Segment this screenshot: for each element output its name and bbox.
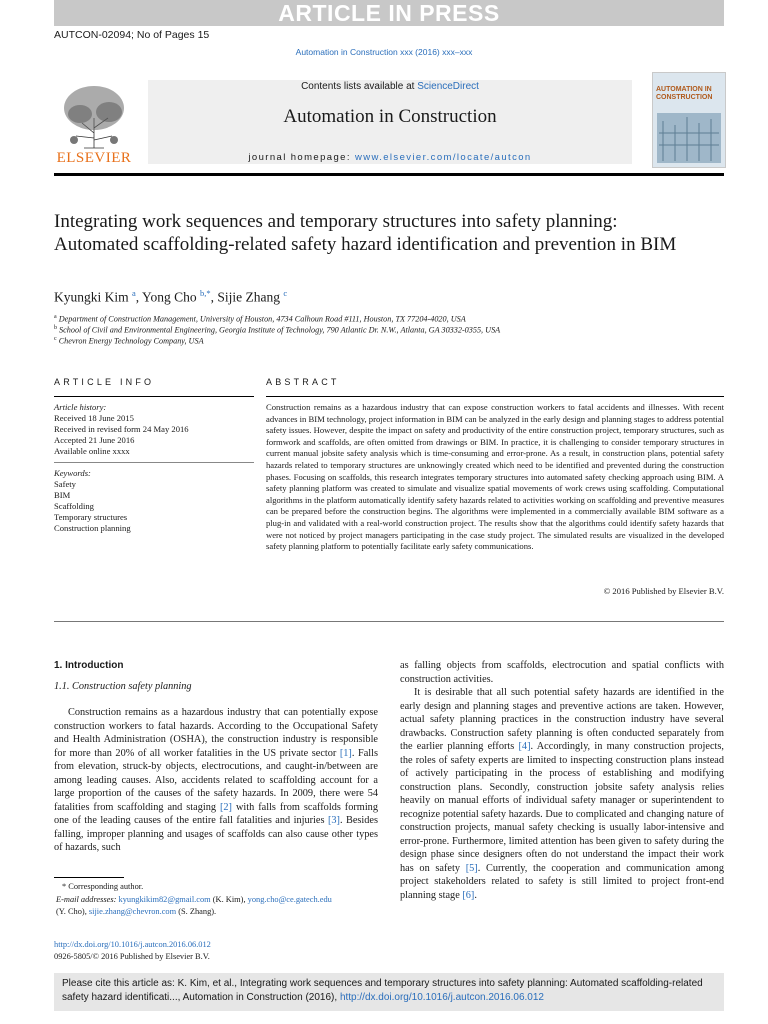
doi-link[interactable]: http://dx.doi.org/10.1016/j.autcon.2016.06.012 xyxy=(54,940,211,949)
elsevier-wordmark: ELSEVIER xyxy=(56,150,132,166)
body-paragraph: as falling objects from scaffolds, electrocution and spatial conflicts with construction activities. xyxy=(400,660,724,685)
email-footnote xyxy=(56,894,376,918)
email-link[interactable]: sijie.zhang@chevron.com xyxy=(88,907,177,916)
text-run: . Besides falling, improper planning and usages of scaffolds can also cause other types of hazards, such xyxy=(54,815,378,853)
history-item: Received 18 June 2015 xyxy=(54,413,134,423)
author-name: Yong Cho xyxy=(142,289,197,305)
email-owner: (Y. Cho), xyxy=(56,907,89,916)
citation-link[interactable]: [4] xyxy=(518,741,531,752)
history-item: Available online xxxx xyxy=(54,446,130,456)
body-right-column xyxy=(400,659,724,902)
affiliation-text: Department of Construction Management, University of Houston, 4734 Calhoun Road #111, Houston, TX 77204-4020, USA xyxy=(58,314,466,324)
text-run: . Falls from elevation, struck-by objects, electrocutions, and caught-in/between are among leading causes. Also, accidents related to scaffolding account for a large proportion of the causes of the safety hazards. In 2009, there were 54 fatalities from scaffolding and staging xyxy=(54,747,378,813)
article-history xyxy=(54,402,254,457)
issn-line: 0926-5805/© 2016 Published by Elsevier B.V. xyxy=(54,952,210,961)
section-title: 1. Introduction xyxy=(54,660,124,671)
citation-text xyxy=(62,977,718,1005)
author-name: Sijie Zhang xyxy=(217,289,280,305)
homepage-link[interactable]: www.elsevier.com/locate/autcon xyxy=(354,152,532,163)
abstract-copyright: © 2016 Published by Elsevier B.V. xyxy=(603,586,724,596)
journal-title: Automation in Construction xyxy=(283,106,497,127)
author-list: Kyungki Kim $^a$, Yong Cho $^{b,*}$, Sijie Zhang $^c$ xyxy=(54,288,288,305)
article-info-rule xyxy=(54,396,254,397)
masthead-rule xyxy=(54,173,724,176)
body-paragraph xyxy=(400,686,724,902)
affiliation-text: School of Civil and Environmental Engineering, Georgia Institute of Technology, 790 Atlantic Dr. N.W., Atlanta, GA 30332-0355, USA xyxy=(59,325,501,335)
abstract-text: Construction remains as a hazardous industry that can expose construction workers to fatal accidents and illnesses. With recent advances in BIM technology, project information in BIM can be analyzed in the early design and planning stages to address potential safety issues. However, despite the impact on safety and productivity of the entire construction project, temporary structures, such as formwork and scaffolds, are often omitted from drawings or BIM. In practice, it is challenging to consider temporary structures in current manual jobsite safety analysis which is time-consuming and error-prone. As a result, in construction plans, potential safety hazards related to temporary structures are unknowingly created which need to be identified and prevented during the construction phases. Focusing on scaffolds, this research integrates temporary structures into automated safety checking approach using BIM. A safety planning platform was created to simulate and visualize spatial movements of work crews using scaffolding. Computational algorithms in the platform automatically identify safety hazards related to activities working on scaffolding and preventive measures can be prepared before the construction begins. The algorithms were implemented in a commercially available BIM software as a plug-in and validated with a real-world construction project. The results show that the algorithms could identify safety hazards that were not noticed by project managers participating in the case study project. The simulated results are visualized in the developed safety planning platform to potentially facilitate early safety communications. xyxy=(266,402,724,552)
citation-link[interactable]: [2] xyxy=(219,801,232,813)
text-run: Construction remains as a hazardous industry that can potentially expose construction workers to fatal hazards. According to the Occupational Safety and Health Administration (OSHA), the construction industry is responsible for more than 20% of all worker fatalities in the US private sector xyxy=(54,707,378,759)
citation-link[interactable]: [1] xyxy=(339,747,352,759)
email-link[interactable]: kyungkikim82@gmail.com xyxy=(118,895,211,904)
journal-homepage xyxy=(148,152,632,163)
history-item: Received in revised form 24 May 2016 xyxy=(54,424,189,434)
affiliation-mark: c xyxy=(54,336,57,342)
contents-line xyxy=(148,81,632,92)
email-owner: (K. Kim), xyxy=(210,895,248,904)
text-run: It is desirable that all such potential safety hazards are identified in the early design and planning stages and preventive actions are taken. However, actual safety planning practices in the construction industry have several drawbacks. Construction safety planning is often conducted separately from the earlier planning efforts xyxy=(400,687,724,752)
keyword: BIM xyxy=(54,490,71,500)
citation-link[interactable]: [3] xyxy=(327,815,340,826)
author-affil-mark[interactable]: a xyxy=(132,288,136,298)
article-id: AUTCON-02094; No of Pages 15 xyxy=(54,29,210,41)
footnote-rule xyxy=(54,877,124,878)
subsection-title: 1.1. Construction safety planning xyxy=(54,680,192,692)
keyword: Temporary structures xyxy=(54,512,128,522)
email-link[interactable]: yong.cho@ce.gatech.edu xyxy=(247,895,332,904)
author-name: Kyungki Kim xyxy=(54,289,129,305)
text-run: . Accordingly, in many construction projects, the roles of safety experts are limited to inspecting construction plans instead of actively participating in the process of establishing and modifying construction plans. Secondly, construction jobsite safety analysis relies heavily on manual efforts of individual safety manager or superintendent to recognize potential safety hazards. Due to complicated and changing nature of construction projects, manual safety checking is usually labor-intensive and error-prone. Furthermore, limited attention has been given to safety during the design phase since designers often do not understand the impact their work has on safety xyxy=(400,741,724,874)
affiliation xyxy=(54,325,500,335)
body-left-column xyxy=(54,659,378,855)
homepage-prefix: journal homepage: xyxy=(248,152,355,163)
history-label: Article history: xyxy=(54,402,107,412)
paper-title: Integrating work sequences and temporary structures into safety planning: Automated scaffolding-related safety hazard identification and prevention in BIM xyxy=(54,211,677,255)
article-info-heading: ARTICLE INFO xyxy=(54,377,155,387)
affiliation-mark: b xyxy=(54,325,57,331)
journal-reference[interactable]: Automation in Construction xxx (2016) xxx–xxx xyxy=(295,47,473,57)
affiliation xyxy=(54,336,204,346)
history-item: Accepted 21 June 2016 xyxy=(54,435,135,445)
article-info-divider xyxy=(54,462,254,463)
text-run: . Currently, the cooperation and communication among project stakeholders related to safety is still limited to project front-end planning stage xyxy=(400,862,724,901)
keyword: Scaffolding xyxy=(54,501,94,511)
corresponding-author-note: * Corresponding author. xyxy=(62,882,144,891)
citation-link[interactable]: [6] xyxy=(462,889,475,901)
contents-prefix: Contents lists available at xyxy=(301,81,418,92)
citation-doi-link[interactable]: http://dx.doi.org/10.1016/j.autcon.2016.06.012 xyxy=(339,992,544,1003)
abstract-heading: ABSTRACT xyxy=(266,377,340,387)
keyword: Safety xyxy=(54,479,76,489)
text-run: . xyxy=(474,889,477,901)
email-owner: (S. Zhang). xyxy=(176,907,217,916)
front-matter-rule xyxy=(54,621,724,622)
citation-prefix: Please cite this article as: K. Kim, et al., Integrating work sequences and temporary structures into safety planning: Automated scaffolding-related safety hazard identificati..., Automation in Construction (2016), xyxy=(62,978,703,1003)
keywords-label: Keywords: xyxy=(54,468,91,478)
keyword: Construction planning xyxy=(54,523,131,533)
abstract-rule xyxy=(266,396,724,397)
author-affil-mark[interactable]: c xyxy=(283,288,288,298)
email-label: E-mail addresses: xyxy=(56,895,119,904)
sciencedirect-link[interactable]: ScienceDirect xyxy=(417,81,479,92)
affiliation xyxy=(54,314,466,324)
article-in-press-banner: ARTICLE IN PRESS xyxy=(54,0,724,26)
citation-link[interactable]: [5] xyxy=(465,862,478,874)
body-paragraph xyxy=(54,706,378,855)
cover-title: AUTOMATION IN CONSTRUCTION xyxy=(656,86,713,101)
author-affil-mark[interactable]: b,* xyxy=(199,288,211,298)
keywords xyxy=(54,468,254,534)
affiliation-text: Chevron Energy Technology Company, USA xyxy=(58,336,204,346)
affiliation-mark: a xyxy=(54,314,57,320)
text-run: with falls from scaffolds forming one of the leading causes of the entire fall fatalities and injuries xyxy=(54,801,378,826)
